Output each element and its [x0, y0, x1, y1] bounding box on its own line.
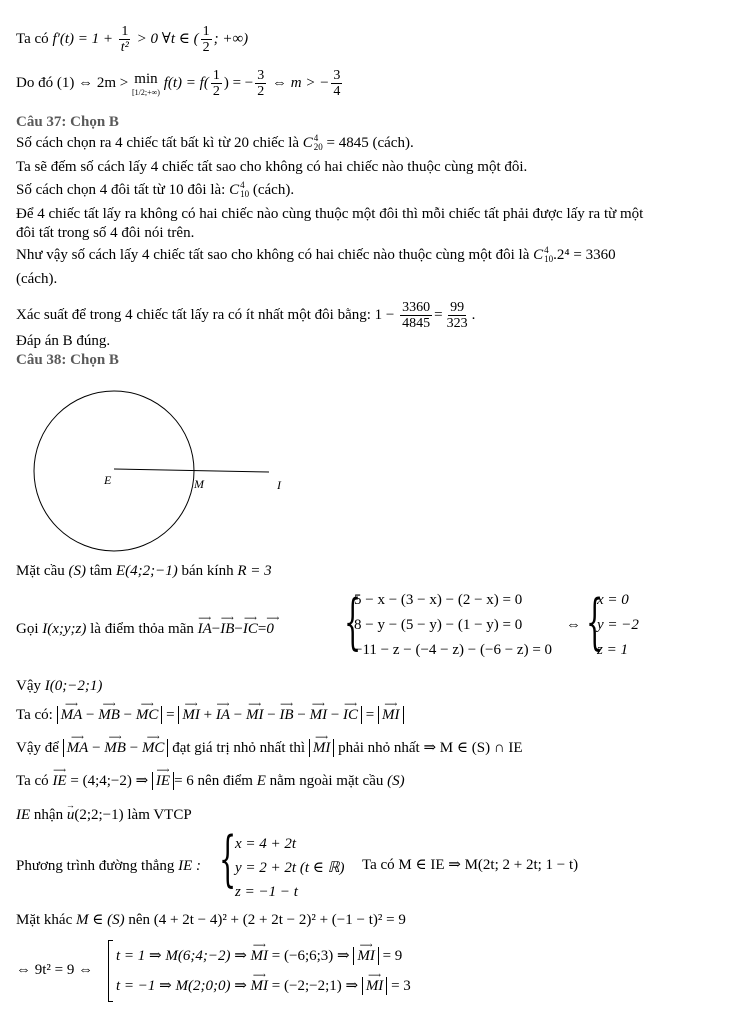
- label-m: M: [194, 477, 204, 491]
- vector: ⟶ MB: [98, 706, 120, 724]
- vector: ⟶ MI: [313, 739, 331, 757]
- vector: ⟶ MC: [142, 739, 165, 757]
- math: =: [434, 306, 443, 323]
- line-derivative: [16, 24, 248, 55]
- math: = (−2;−2;1) ⇒: [271, 978, 359, 994]
- eq: z = −1 − t: [235, 884, 298, 900]
- fraction: [331, 68, 342, 99]
- eq: 5 − x − (3 − x) − (2 − x) = 0: [354, 592, 523, 608]
- line-direction: [16, 806, 192, 824]
- math: I(0;−2;1): [44, 678, 103, 694]
- brace: {: [219, 824, 237, 894]
- text: (2;2;−1) làm VTCP: [74, 807, 192, 823]
- math: t = 1 ⇒ M(6;4;−2) ⇒: [116, 948, 247, 964]
- system-param: [235, 832, 344, 904]
- question-37-heading: Câu 37: Chọn B: [16, 114, 119, 130]
- para-explain-2: đôi tất trong số 4 đôi nói trên.: [16, 225, 195, 241]
- text: .2⁴ = 3360: [553, 247, 616, 263]
- op: =: [365, 707, 375, 723]
- line-define-i: [16, 620, 274, 638]
- vector: ⟶ MC: [136, 706, 159, 724]
- math: (S): [387, 773, 405, 789]
- eq: 8 − y − (5 − y) − (1 − y) = 0: [354, 617, 523, 633]
- text: phải nhỏ nhất ⇒ M ∈ (S) ∩ IE: [338, 740, 523, 756]
- vector: ⟶ IE: [52, 772, 66, 790]
- math: ) = −: [223, 74, 254, 91]
- text: đạt giá trị nhỏ nhất thì: [172, 740, 306, 756]
- den: 2: [257, 84, 265, 99]
- vector: ⟶ MI: [366, 977, 384, 995]
- op: −: [234, 621, 243, 637]
- vector: ⟶ IC: [243, 620, 258, 638]
- text: Ta có:: [16, 707, 53, 723]
- vector: ⟶ IA: [216, 706, 230, 724]
- c-sup: 4: [313, 133, 319, 143]
- abs: [152, 772, 174, 790]
- eq: z = 1: [597, 642, 628, 658]
- abs: ⟶ MI + ⟶ IA − ⟶ MI − ⟶ IB − ⟶ MI − ⟶ IC: [178, 706, 362, 724]
- abs: [378, 706, 404, 724]
- abs: ⟶ MA − ⟶ MB − ⟶ MC: [63, 739, 169, 757]
- combination: C 4 10: [229, 180, 250, 199]
- math: IE :: [178, 858, 202, 874]
- fraction: [211, 68, 222, 99]
- fraction: [445, 300, 470, 331]
- abs: ⟶ MA − ⟶ MB − ⟶ MC: [57, 706, 163, 724]
- text: Vậy: [16, 678, 41, 694]
- den: 4: [333, 84, 341, 99]
- text: Do đó (1) ⇔ 2m >: [16, 74, 129, 91]
- vector: → u: [67, 806, 75, 824]
- math: IE: [16, 807, 31, 823]
- text: = 6 nên điểm: [174, 773, 253, 789]
- abs: [362, 977, 388, 995]
- line-i-result: [16, 677, 102, 695]
- vector: ⟶ MA: [61, 706, 83, 724]
- line-min: [16, 68, 344, 99]
- min-domain: [1/2;+∞): [131, 88, 160, 97]
- text: Xác suất để trong 4 chiếc tất lấy ra có ít nhất một đôi bằng:: [16, 306, 371, 323]
- num: 3: [333, 68, 341, 83]
- solution-2: [116, 971, 411, 1001]
- line-vector-identity: [16, 706, 404, 724]
- system-solutions: [116, 941, 411, 1001]
- text: Mặt cầu: [16, 563, 65, 579]
- label-i: I: [277, 478, 281, 492]
- vector: ⟶ MI: [251, 941, 269, 971]
- c-sub: 10: [544, 254, 554, 264]
- abs: [309, 739, 335, 757]
- para-pairs: [16, 181, 294, 199]
- eq: x = 0: [597, 592, 629, 608]
- para-count: Ta sẽ đếm số cách lấy 4 chiếc tất sao cho không có hai chiếc nào thuộc cùng một đôi.: [16, 159, 528, 175]
- text: là điểm thỏa mãn: [90, 621, 194, 637]
- num: 3360: [402, 300, 431, 315]
- math: = 3: [391, 978, 411, 994]
- para-probability: [16, 300, 475, 331]
- line-solve-t: ⇔ 9t² = 9 ⇔: [16, 962, 94, 978]
- c-sup: 4: [544, 245, 549, 255]
- vector: ⟶ MI: [310, 706, 328, 724]
- text: nhận: [33, 807, 64, 823]
- fraction: [201, 24, 212, 55]
- text: = 4845 (cách).: [326, 135, 414, 151]
- combination: C 4 20: [302, 133, 323, 152]
- min-label: min: [134, 71, 158, 87]
- para-explain-1: Để 4 chiếc tất lấy ra không có hai chiếc nào cùng thuộc một đôi thì mỗi chiếc tất phải được lấy ra từ một: [16, 206, 644, 222]
- text: Mặt khác: [16, 912, 73, 928]
- para-total: [16, 134, 414, 152]
- c-sub: 10: [240, 189, 250, 199]
- num: 1: [121, 24, 129, 39]
- math: = 9: [382, 948, 403, 964]
- line-sphere: [16, 562, 272, 580]
- text: Phương trình đường thẳng: [16, 858, 175, 874]
- text: Ta có: [16, 30, 49, 47]
- fraction: [400, 300, 432, 331]
- para-answer: Đáp án B đúng.: [16, 333, 111, 349]
- vector: ⟶ MI: [182, 706, 200, 724]
- den: 323: [446, 316, 468, 331]
- op: =: [257, 621, 267, 637]
- line-ie: [16, 772, 405, 790]
- math: f′(t) = 1 +: [52, 30, 114, 47]
- line-minimize: [16, 739, 523, 757]
- abs: [353, 947, 379, 965]
- math: f(t) = f(: [163, 74, 209, 91]
- fraction: [119, 24, 131, 55]
- sphere-figure: [30, 390, 290, 560]
- brace: {: [344, 587, 362, 657]
- eq: −11 − z − (−4 − z) − (−6 − z) = 0: [354, 642, 553, 658]
- text: nằm ngoài mặt cầu: [269, 773, 384, 789]
- combination: C 4 10: [533, 245, 554, 264]
- math: .: [471, 306, 476, 323]
- op: −: [211, 621, 221, 637]
- vector: ⟶ IE: [156, 772, 170, 790]
- para-ways: [16, 246, 616, 264]
- line-on-sphere: [16, 911, 406, 929]
- math: nên (4 + 2t − 4)² + (2 + 2t − 2)² + (−1 − t)² = 9: [128, 912, 406, 928]
- text: Ta có M ∈ IE ⇒ M(2t; 2 + 2t; 1 − t): [362, 857, 579, 873]
- num: 1: [212, 68, 220, 83]
- text: bán kính: [181, 563, 234, 579]
- system-1: [354, 588, 552, 663]
- vector: ⟶ 0: [266, 620, 274, 638]
- den: 4845: [402, 316, 431, 331]
- num: 3: [257, 68, 265, 83]
- math: 1 −: [374, 306, 395, 323]
- min-operator: [132, 70, 160, 97]
- para-unit: (cách).: [16, 271, 58, 287]
- math: M ∈ (S): [75, 912, 125, 928]
- text: Số cách chọn 4 đôi tất từ 10 đôi là:: [16, 182, 226, 198]
- vector: ⟶ MI: [251, 971, 269, 1001]
- text: tâm: [89, 563, 113, 579]
- num: 1: [202, 24, 210, 39]
- text: (cách).: [252, 182, 295, 198]
- text: Ta có: [16, 773, 49, 789]
- vector: ⟶ IB: [220, 620, 234, 638]
- math: R = 3: [237, 563, 272, 579]
- brace: {: [586, 587, 604, 657]
- math: > 0 ∀t ∈ (: [136, 30, 199, 47]
- text: Như vậy số cách lấy 4 chiếc tất sao cho không có hai chiếc nào thuộc cùng một đôi là: [16, 247, 530, 263]
- vector: ⟶ IA: [198, 620, 212, 638]
- den: 2: [212, 84, 220, 99]
- math: = (−6;6;3) ⇒: [271, 948, 350, 964]
- system-2: [597, 588, 639, 663]
- num: 99: [450, 300, 465, 315]
- vector: ⟶ MB: [104, 739, 126, 757]
- math: I(x;y;z): [42, 621, 87, 637]
- math: ; +∞): [213, 30, 249, 47]
- den: t²: [120, 40, 129, 55]
- sphere-circle: [34, 391, 194, 551]
- vector: ⟶ IB: [279, 706, 293, 724]
- iff: ⇔: [566, 617, 581, 633]
- den: 2: [202, 40, 210, 55]
- vector: ⟶ MI: [246, 706, 264, 724]
- fraction: [255, 68, 266, 99]
- vector: ⟶ MI: [357, 947, 375, 965]
- vector: ⟶ IC: [343, 706, 358, 724]
- text: Số cách chọn ra 4 chiếc tất bất kì từ 20 chiếc là: [16, 135, 300, 151]
- label-e: E: [104, 473, 112, 487]
- c-sup: 4: [240, 180, 245, 190]
- c-sub: 20: [313, 142, 323, 152]
- segment-ei: [114, 469, 269, 472]
- vector: ⟶ MA: [67, 739, 89, 757]
- op: =: [166, 707, 175, 723]
- math: t = −1 ⇒ M(2;0;0) ⇒: [116, 978, 247, 994]
- eq: x = 4 + 2t: [235, 836, 297, 852]
- math: (S): [68, 563, 86, 579]
- bracket: [108, 940, 113, 1002]
- text: Gọi: [16, 621, 39, 637]
- line-parametric: [16, 857, 201, 875]
- math: E: [256, 773, 266, 789]
- math: E(4;2;−1): [115, 563, 178, 579]
- vector: ⟶ MI: [382, 706, 400, 724]
- eq: y = 2 + 2t (t ∈ ℝ): [235, 860, 345, 876]
- math: = (4;4;−2) ⇒: [70, 773, 149, 789]
- eq: y = −2: [597, 617, 639, 633]
- question-38-heading: Câu 38: Chọn B: [16, 352, 119, 368]
- text: Vậy để: [16, 740, 59, 756]
- math: ⇔ m > −: [272, 74, 330, 91]
